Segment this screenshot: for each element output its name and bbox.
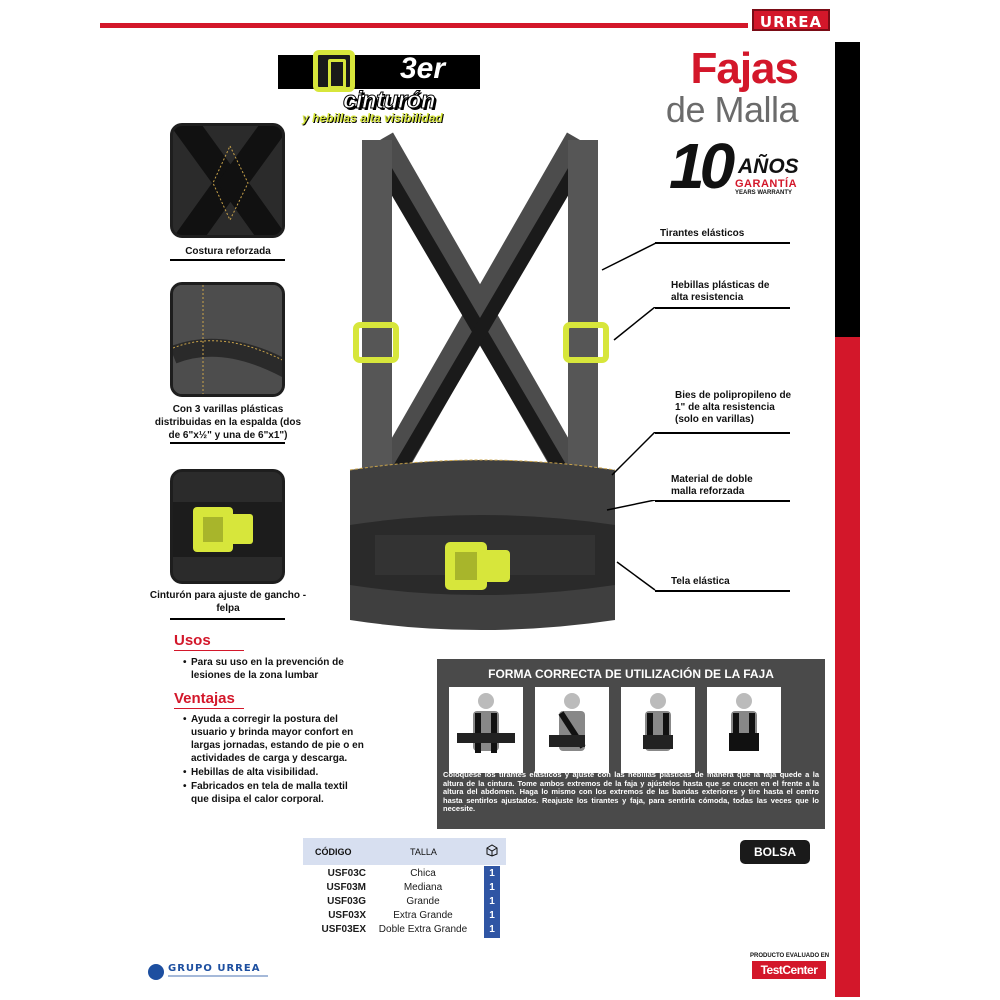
badge-bar <box>278 55 480 89</box>
callout-pointer <box>605 500 657 512</box>
table-cell: USF03X <box>328 910 366 921</box>
side-bar-red <box>835 337 860 997</box>
table-cell: Chica <box>410 868 436 879</box>
buckle-icon <box>313 50 355 92</box>
badge-number: 3er <box>400 52 446 85</box>
ventajas-list <box>183 713 368 807</box>
header-rule <box>100 23 748 28</box>
instruction-step-image <box>449 687 523 773</box>
warranty-label-en: YEARS WARRANTY <box>735 190 793 196</box>
product-image <box>330 130 630 640</box>
instructions-title: FORMA CORRECTA DE UTILIZACIÓN DE LA FAJA <box>488 667 774 681</box>
callout-label: Tirantes elásticos <box>660 228 745 239</box>
section-rule <box>174 650 244 651</box>
code-column <box>308 867 366 937</box>
callout-pointer <box>612 307 657 342</box>
tested-label: PRODUCTO EVALUADO EN <box>750 953 830 959</box>
detail-photo-stays <box>170 282 285 397</box>
urrea-logo: URREA <box>752 9 830 31</box>
table-cell: Extra Grande <box>393 910 453 921</box>
callout-label: Hebillas plásticas de alta resistencia <box>671 280 770 303</box>
callout-rule <box>655 307 790 309</box>
callout-rule <box>655 590 790 592</box>
callout-label: Tela elástica <box>671 576 730 587</box>
table-cell: USF03M <box>326 882 366 893</box>
callout-pointer <box>610 432 657 477</box>
table-cell: USF03EX <box>321 924 366 935</box>
badge-word: cinturón <box>343 87 435 114</box>
usos-list <box>183 656 368 683</box>
list-item: • Fabricados en tela de malla textil que disipa el calor corporal. <box>183 780 368 806</box>
detail-photo-stitching <box>170 123 285 238</box>
table-cell: USF03G <box>327 896 366 907</box>
list-item: • Ayuda a corregir la postura del usuario y brinda mayor confort en largas jornadas, estando de pie o en actividades de carga y descarga. <box>183 713 368 765</box>
box-icon <box>485 843 499 857</box>
table-cell: Grande <box>406 896 440 907</box>
ventajas-title: Ventajas <box>174 690 235 707</box>
caption-rule <box>170 259 285 261</box>
testcenter-logo: TestCenter <box>752 961 826 979</box>
page-title: Fajas <box>690 44 798 93</box>
callout-rule <box>655 242 790 244</box>
packaging-badge: BOLSA <box>740 840 810 864</box>
footer-tagline-line <box>168 975 268 977</box>
list-item: • Hebillas de alta visibilidad. <box>183 766 368 779</box>
table-cell: 1 <box>489 882 495 893</box>
table-cell: 1 <box>489 910 495 921</box>
side-bar-black <box>835 42 860 337</box>
table-cell: USF03C <box>327 868 366 879</box>
section-rule <box>174 708 244 709</box>
table-cell: Mediana <box>403 882 443 893</box>
list-item: • Para su uso en la prevención de lesiones de la zona lumbar <box>183 656 368 682</box>
callout-rule <box>655 500 790 502</box>
badge-subtitle: y hebillas alta visibilidad <box>302 111 443 125</box>
column-header-size: TALLA <box>410 847 437 857</box>
page-subtitle: de Malla <box>665 89 798 130</box>
table-cell: 1 <box>489 924 495 935</box>
column-header-code: CÓDIGO <box>315 847 352 857</box>
callout-pointer <box>615 560 657 592</box>
callout-label: Material de doble malla reforzada <box>671 474 753 497</box>
size-column <box>378 867 468 937</box>
callout-rule <box>655 432 790 434</box>
table-cell: Doble Extra Grande <box>378 924 468 935</box>
table-cell: 1 <box>489 868 495 879</box>
instruction-step-image <box>621 687 695 773</box>
table-cell: 1 <box>489 896 495 907</box>
detail-caption: Con 3 varillas plásticas distribuidas en la espalda (dos de 6"x½" y una de 6"x1") <box>154 404 302 441</box>
qty-column <box>484 867 500 937</box>
callout-label: Bies de polipropileno de 1" de alta resistencia (solo en varillas) <box>675 390 792 425</box>
instruction-step-image <box>707 687 781 773</box>
usos-title: Usos <box>174 632 211 649</box>
instructions-text: Colóquese los tirantes elásticos y ajuste con las hebillas plásticas de manera que la faja quede a la altura de la cintura. Tome ambos extremos de la faja y ajústelos hasta que se crucen en el frente a la altura del abdomen. Haga lo mismo con los extremos de las bandas exteriores y tire hasta el centro hasta sentirlos ajustados. Reajuste los tirantes y faja, para sentirla cómoda, todas las veces que lo necesite. <box>443 770 819 813</box>
callout-pointer <box>600 242 660 272</box>
detail-caption: Costura reforzada <box>185 246 271 257</box>
detail-photo-belt <box>170 469 285 584</box>
detail-caption: Cinturón para ajuste de gancho - felpa <box>149 590 307 614</box>
instructions-panel <box>437 659 825 829</box>
globe-icon <box>148 964 164 980</box>
warranty-number: 10 <box>669 130 731 202</box>
warranty-label: GARANTÍA <box>735 178 798 190</box>
caption-rule <box>170 442 285 444</box>
warranty-unit: AÑOS <box>738 155 799 178</box>
instruction-step-image <box>535 687 609 773</box>
caption-rule <box>170 618 285 620</box>
footer-group-name: GRUPO URREA <box>168 963 261 974</box>
